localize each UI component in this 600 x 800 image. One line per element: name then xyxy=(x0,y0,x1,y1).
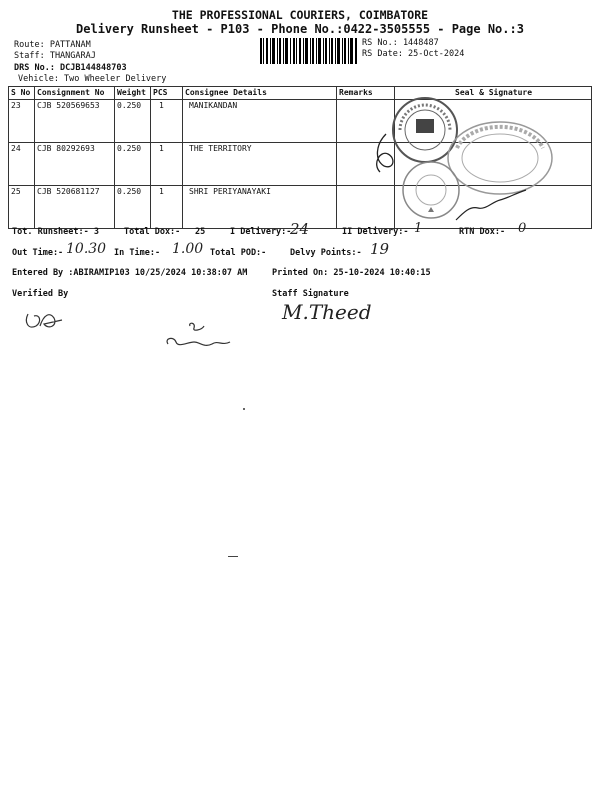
verifier-signature-icon xyxy=(22,308,67,334)
cell-consignee: SHRI PERIYANAYAKI xyxy=(183,186,337,229)
col-remarks: Remarks xyxy=(337,87,395,100)
rtn-dox-label: RTN Dox:- xyxy=(459,227,506,237)
in-time-value: 1.00 xyxy=(172,241,204,257)
col-seal-signature: Seal & Signature xyxy=(395,87,592,100)
staff-signature: M.Theed xyxy=(282,300,372,324)
in-time-label: In Time:- xyxy=(114,248,161,258)
signature-mark-icon xyxy=(366,130,406,175)
printed-on: Printed On: 25-10-2024 10:40:15 xyxy=(272,268,431,278)
cell-sno: 24 xyxy=(9,143,35,186)
verifier-signature-icon xyxy=(160,320,235,354)
col-consignment-no: Consignment No xyxy=(35,87,115,100)
staff-label: Staff: THANGARAJ xyxy=(14,51,96,61)
col-pcs: PCS xyxy=(151,87,183,100)
verified-by-label: Verified By xyxy=(12,289,69,299)
cell-consignment-no: CJB 520569653 xyxy=(35,100,115,143)
cell-pcs: 1 xyxy=(151,143,183,186)
entered-by: Entered By :ABIRAMIP103 10/25/2024 10:38:07 AM xyxy=(12,268,248,278)
cell-sno: 23 xyxy=(9,100,35,143)
cell-pcs: 1 xyxy=(151,100,183,143)
route-label: Route: PATTANAM xyxy=(14,40,91,50)
speck xyxy=(228,556,238,557)
cell-weight: 0.250 xyxy=(115,100,151,143)
cell-sno: 25 xyxy=(9,186,35,229)
col-consignee-details: Consignee Details xyxy=(183,87,337,100)
delvy-points-label: Delvy Points:- xyxy=(290,248,362,258)
table-header-row xyxy=(9,87,592,100)
ii-delivery-label: II Delivery:- xyxy=(342,227,409,237)
cell-weight: 0.250 xyxy=(115,186,151,229)
col-weight: Weight xyxy=(115,87,151,100)
tot-runsheet: Tot. Runsheet:- 3 xyxy=(12,227,99,237)
i-delivery-label: I Delivery:- xyxy=(230,227,292,237)
out-time-label: Out Time:- xyxy=(12,248,64,258)
total-dox-label: Total Dox:- xyxy=(124,227,181,237)
cell-consignment-no: CJB 520681127 xyxy=(35,186,115,229)
cell-consignee: MANIKANDAN xyxy=(183,100,337,143)
cell-pcs: 1 xyxy=(151,186,183,229)
signature-mark-icon xyxy=(452,186,532,224)
total-dox-value: 25 xyxy=(195,227,206,237)
total-pod-label: Total POD:- xyxy=(210,248,267,258)
drs-number: DRS No.: DCJB144848703 xyxy=(14,63,127,73)
rs-number: RS No.: 1448487 xyxy=(362,38,439,48)
rtn-dox-value: 0 xyxy=(518,221,527,236)
cell-weight: 0.250 xyxy=(115,143,151,186)
rs-date: RS Date: 25-Oct-2024 xyxy=(362,49,465,59)
vehicle-label: Vehicle: Two Wheeler Delivery xyxy=(18,74,167,84)
staff-signature-label: Staff Signature xyxy=(272,289,349,299)
cell-consignment-no: CJB 80292693 xyxy=(35,143,115,186)
cell-consignee: THE TERRITORY xyxy=(183,143,337,186)
cell-remarks xyxy=(337,186,395,229)
out-time-value: 10.30 xyxy=(66,241,107,257)
i-delivery-value: 24 xyxy=(290,220,310,238)
runsheet-subtitle: Delivery Runsheet - P103 - Phone No.:0422-3505555 - Page No.:3 xyxy=(76,22,524,36)
col-sno: S No xyxy=(9,87,35,100)
speck xyxy=(243,408,245,410)
barcode-icon xyxy=(260,38,358,64)
ii-delivery-value: 1 xyxy=(414,221,423,236)
delvy-points-value: 19 xyxy=(370,240,390,258)
company-title: THE PROFESSIONAL COURIERS, COIMBATORE xyxy=(171,8,429,22)
